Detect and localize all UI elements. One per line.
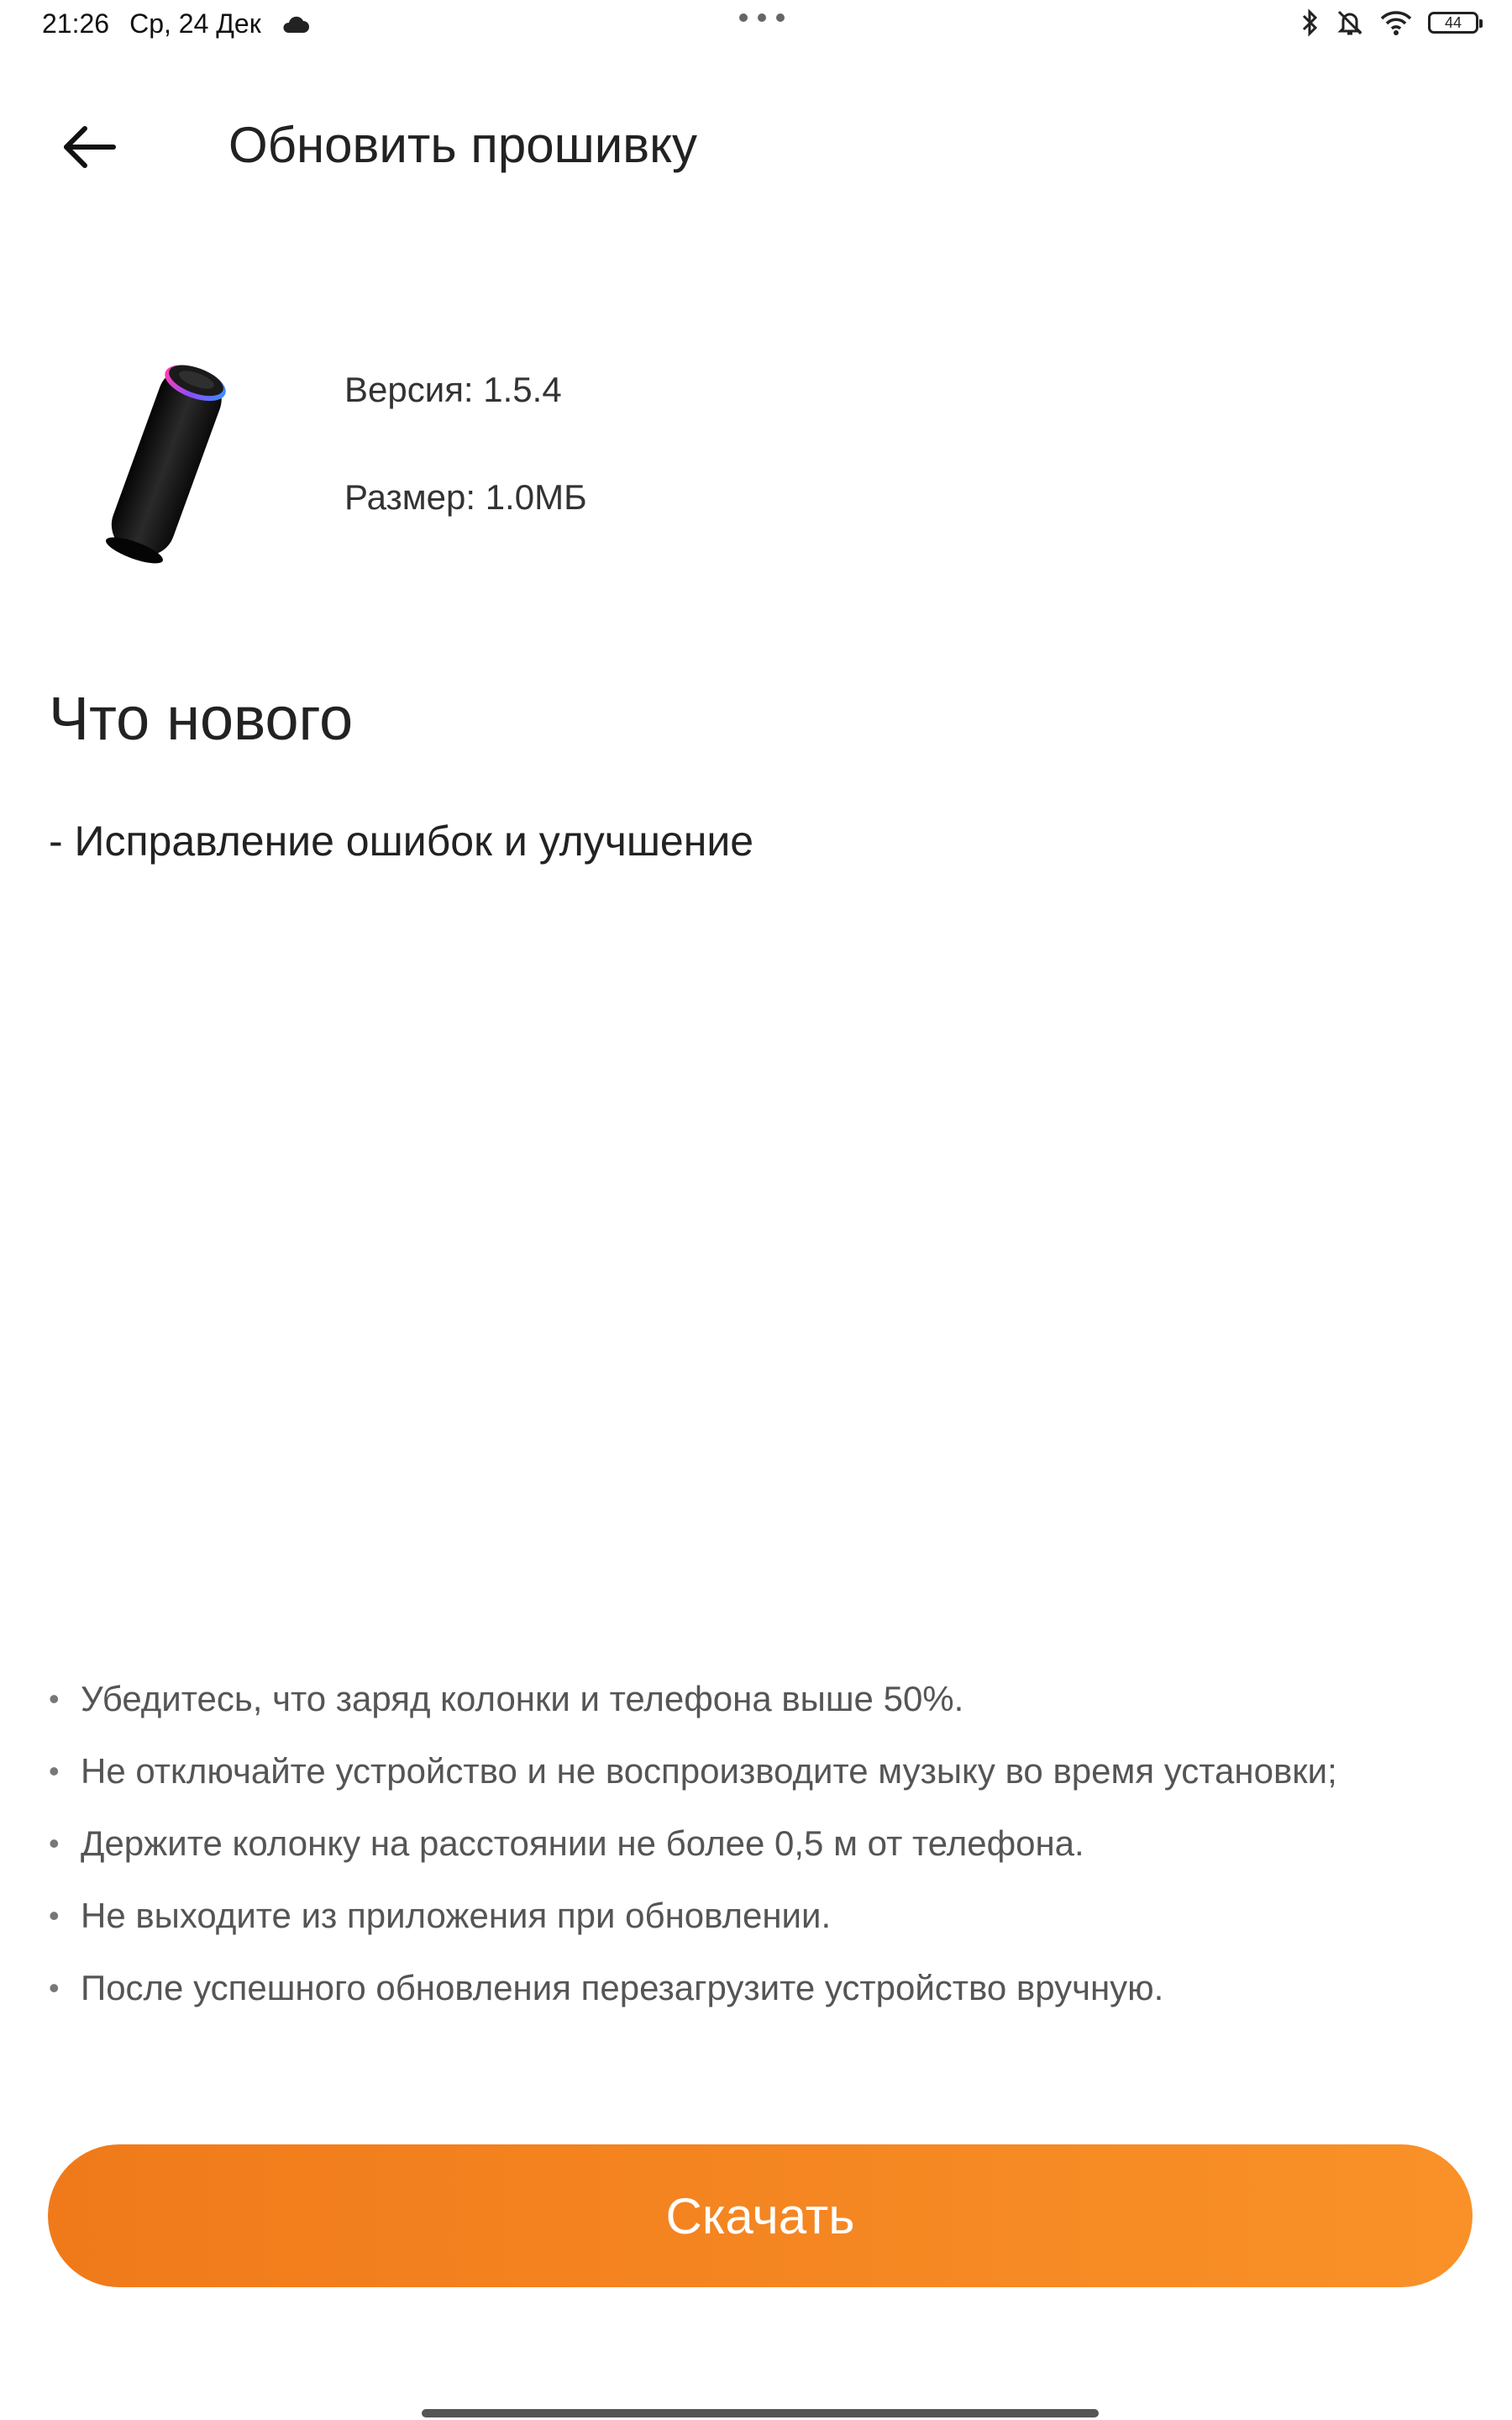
speaker-image	[84, 345, 252, 571]
firmware-size: Размер: 1.0МБ	[344, 477, 587, 517]
status-bar	[0, 0, 1512, 59]
whats-new-heading: Что нового	[49, 686, 354, 753]
download-button[interactable]: Скачать	[48, 2144, 1473, 2287]
back-arrow-icon[interactable]	[58, 122, 118, 172]
whats-new-text: - Исправление ошибок и улучшение	[49, 818, 754, 865]
more-dots-icon[interactable]	[739, 13, 785, 22]
firmware-version: Версия: 1.5.4	[344, 370, 562, 409]
back-button[interactable]	[50, 109, 126, 185]
note-item	[49, 1961, 1443, 2015]
firmware-info	[344, 370, 587, 518]
status-date: Ср, 24 Дек	[129, 8, 261, 39]
status-time: 21:26	[42, 8, 110, 39]
bullet-icon: •	[49, 1681, 60, 1716]
note-item	[49, 1889, 1443, 1943]
status-bar-left	[42, 8, 310, 39]
battery-icon	[1428, 12, 1478, 34]
bullet-icon: •	[49, 1826, 60, 1860]
note-text: После успешного обновления перезагрузите устройство вручную.	[81, 1968, 1164, 2007]
note-text: Держите колонку на расстоянии не более 0,5 м от телефона.	[81, 1823, 1084, 1863]
cloud-icon	[281, 14, 310, 34]
note-item	[49, 1744, 1443, 1798]
note-item	[49, 1672, 1443, 1726]
status-bar-right	[1299, 8, 1478, 37]
app-header	[0, 92, 1512, 193]
bluetooth-icon	[1299, 8, 1320, 37]
update-notes	[49, 1672, 1443, 2033]
note-text: Не выходите из приложения при обновлении.	[81, 1896, 832, 1935]
bell-off-icon	[1336, 8, 1364, 37]
page-title: Обновить прошивку	[228, 117, 698, 173]
wifi-icon	[1379, 9, 1413, 36]
bullet-icon: •	[49, 1754, 60, 1788]
battery-level: 44	[1444, 13, 1462, 31]
note-text: Убедитесь, что заряд колонки и телефона выше 50%.	[81, 1679, 964, 1718]
note-item	[49, 1817, 1443, 1870]
bullet-icon: •	[49, 1970, 60, 2005]
home-indicator[interactable]	[422, 2409, 1099, 2417]
note-text: Не отключайте устройство и не воспроизводите музыку во время установки;	[81, 1751, 1337, 1791]
bullet-icon: •	[49, 1898, 60, 1933]
